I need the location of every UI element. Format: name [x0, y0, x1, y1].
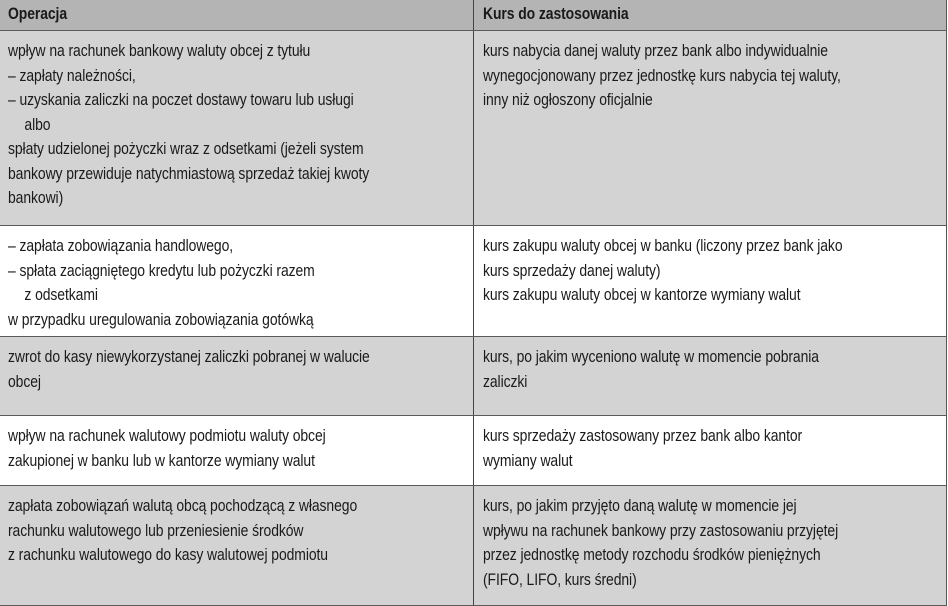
operation-text-line: zwrot do kasy niewykorzystanej zaliczki pobranej w walucie — [8, 347, 370, 366]
cell-rate — [474, 226, 946, 336]
rate-text-line: kurs, po jakim wyceniono walutę w momencie pobrania — [483, 347, 819, 366]
operation-text-line: spłaty udzielonej pożyczki wraz z odsetkami (jeżeli system — [8, 139, 364, 158]
cell-operation — [0, 226, 474, 336]
operation-text-line: z odsetkami — [24, 285, 98, 304]
rate-text-line: kurs sprzedaży danej waluty) — [483, 260, 661, 280]
header-label-operation: Operacja — [8, 4, 68, 23]
rate-text-line: wynegocjonowany przez jednostkę kurs nabycia tej waluty, — [483, 65, 841, 85]
cell-rate — [474, 31, 946, 225]
operation-text-line: zakupionej w banku lub w kantorze wymiany walut — [8, 450, 315, 470]
operation-text-line: wpływ na rachunek bankowy waluty obcej z tytułu — [8, 41, 311, 60]
operation-text-line: – zapłaty należności, — [8, 65, 136, 85]
cell-rate — [474, 416, 946, 485]
header-cell-operation — [0, 0, 474, 30]
cell-operation — [0, 416, 474, 485]
rate-text-line: kurs, po jakim przyjęto daną walutę w momencie jej — [483, 496, 797, 515]
cell-operation — [0, 337, 474, 415]
rate-text-line: zaliczki — [483, 371, 528, 391]
operation-text-line: rachunku walutowego lub przeniesienie środków — [8, 520, 304, 540]
table-row — [0, 31, 946, 226]
rate-text-line: kurs sprzedaży zastosowany przez bank albo kantor — [483, 426, 803, 445]
operation-text-line: – spłata zaciągniętego kredytu lub pożyczki razem — [8, 260, 315, 280]
cell-rate — [474, 486, 946, 605]
operation-text-line: bankowy przewiduje natychmiastową sprzedaż takiej kwoty — [8, 163, 370, 183]
cell-operation — [0, 31, 474, 225]
cell-rate — [474, 337, 946, 415]
operation-text-line: bankowi) — [8, 188, 64, 207]
table-row — [0, 416, 946, 486]
rate-text-line: kurs zakupu waluty obcej w banku (liczony przez bank jako — [483, 236, 843, 255]
header-label-rate: Kurs do zastosowania — [483, 4, 629, 23]
operation-text-line: – zapłata zobowiązania handlowego, — [8, 236, 234, 255]
rate-text-line: wymiany walut — [483, 450, 573, 470]
operation-text-line: obcej — [8, 371, 41, 391]
rate-text-line: kurs zakupu waluty obcej w kantorze wymiany walut — [483, 285, 801, 304]
operation-text-line: albo — [24, 114, 51, 134]
operation-text-line: wpływ na rachunek walutowy podmiotu waluty obcej — [8, 426, 326, 445]
header-cell-rate — [474, 0, 946, 30]
rate-text-line: inny niż ogłoszony oficjalnie — [483, 90, 653, 109]
rate-text-line: wpływu na rachunek bankowy przy zastosowaniu przyjętej — [483, 520, 839, 540]
table-row — [0, 337, 946, 416]
rate-text-line: kurs nabycia danej waluty przez bank albo indywidualnie — [483, 41, 828, 60]
table-row — [0, 486, 946, 606]
cell-operation — [0, 486, 474, 605]
rate-text-line: przez jednostkę metody rozchodu środków pieniężnych — [483, 545, 821, 564]
operation-text-line: – uzyskania zaliczki na poczet dostawy towaru lub usługi — [8, 90, 354, 109]
operation-text-line: w przypadku uregulowania zobowiązania gotówką — [8, 309, 314, 329]
rate-text-line: (FIFO, LIFO, kurs średni) — [483, 569, 637, 589]
table-body — [0, 31, 946, 606]
operation-text-line: zapłata zobowiązań walutą obcą pochodzącą z własnego — [8, 496, 358, 515]
operation-text-line: z rachunku walutowego do kasy walutowej podmiotu — [8, 545, 328, 564]
table-row — [0, 226, 946, 337]
table-header-row — [0, 0, 946, 31]
